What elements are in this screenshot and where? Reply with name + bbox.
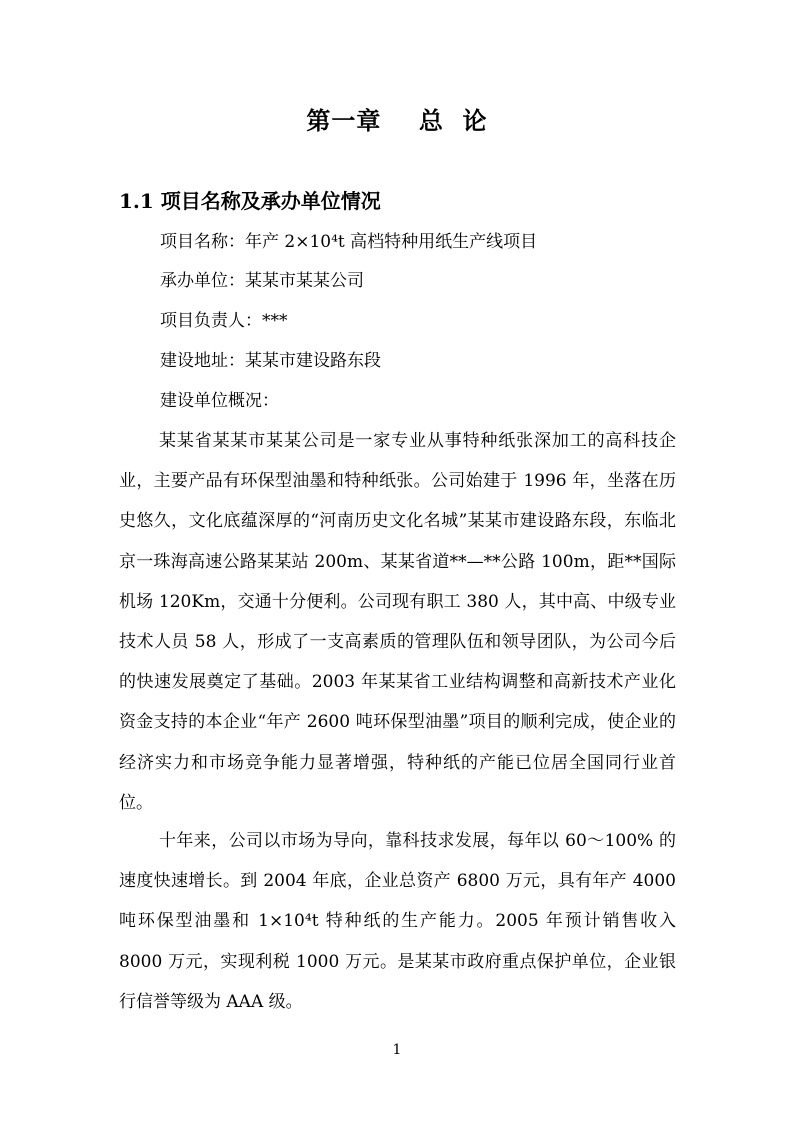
info-line-unit-overview: 建设单位概况： bbox=[160, 391, 279, 411]
page-number: 1 bbox=[392, 1042, 402, 1058]
chapter-title: 第一章 总 论 bbox=[306, 106, 488, 135]
info-line-undertaking-unit: 承办单位：某某市某某公司 bbox=[160, 271, 364, 291]
company-overview-paragraph: 某某省某某市某某公司是一家专业从事特种纸张深加工的高科技企业，主要产品有环保型油墨和特种纸张。公司始建于 1996 年，坐落在历史悠久，文化底蕴深厚的“河南历史文化名城”某某市建设路东段，东临北京一珠海高速公路某某站 200m、某某省道**—**公路 100m，距**国际机场 120Km，交通十分便利。公司现有职工 380 人，其中高、中级专业技术人员 58 人，形成了一支高素质的管理队伍和领导团队，为公司今后的快速发展奠定了基础。2003 年某某省工业结构调整和高新技术产业化资金支持的本企业“年产 2600 吨环保型油墨”项目的顺利完成，使企业的经济实力和市场竞争能力显著增强，特种纸的产能已位居全国同行业首位。 bbox=[119, 431, 676, 813]
info-line-project-leader: 项目负责人：*** bbox=[160, 311, 288, 331]
info-line-project-name: 项目名称：年产 2×10⁴t 高档特种用纸生产线项目 bbox=[160, 232, 538, 252]
info-line-construction-address: 建设地址：某某市建设路东段 bbox=[160, 351, 381, 371]
section-heading: 1.1 项目名称及承办单位情况 bbox=[119, 189, 381, 213]
company-growth-paragraph: 十年来，公司以市场为导向，靠科技求发展，每年以 60～100% 的速度快速增长。到 2004 年底，企业总资产 6800 万元，具有年产 4000 吨环保型油墨和 1×10⁴t 特种纸的生产能力。2005 年预计销售收入 8000 万元，实现利税 1000 万元。是某某市政府重点保护单位，企业银行信誉等级为 AAA 级。 bbox=[119, 831, 676, 1012]
